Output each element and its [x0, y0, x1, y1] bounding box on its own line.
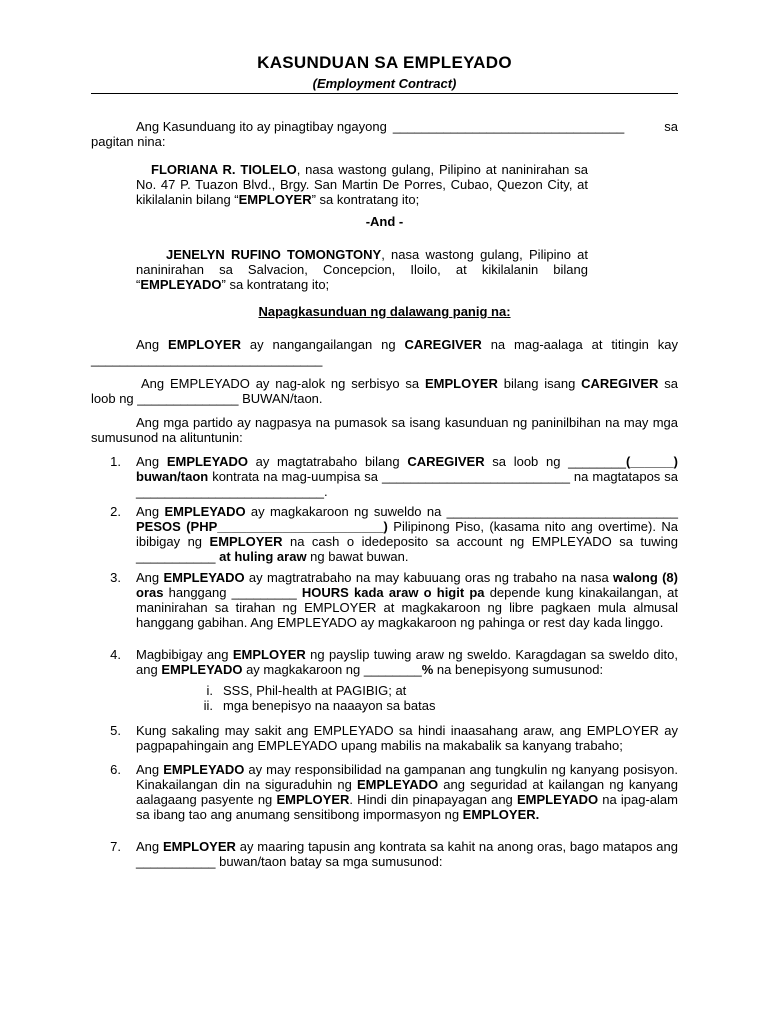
- employee-name: JENELYN RUFINO TOMONGTONY: [166, 247, 382, 262]
- patient-name-blank: ________________________________: [91, 352, 323, 367]
- intro-date-blank: ________________________________: [392, 119, 625, 134]
- intro-paragraph: [91, 119, 678, 149]
- employee-role: EMPLEYADO: [140, 277, 222, 292]
- employer-role: EMPLOYER: [238, 192, 312, 207]
- title-divider: [91, 93, 678, 94]
- intro-text-sa: sa: [664, 119, 678, 134]
- document-subtitle: (Employment Contract): [312, 76, 457, 91]
- employer-name: FLORIANA R. TIOLELO: [151, 162, 297, 177]
- parties-paragraph: Ang mga partido ay nagpasya na pumasok sa isang kasunduan ng paninilbihan na may mga sumusunod na alituntunin:: [91, 415, 678, 445]
- caregiver-need-paragraph: Ang EMPLOYER ay nangangailangan ng CAREGIVER na mag-aalaga at titingin kay ________________________________: [91, 337, 679, 367]
- benefit-item: mga benepisyo na naaayon sa batas: [223, 698, 436, 713]
- intro-text-2: pagitan nina:: [91, 134, 166, 149]
- and-separator: -And -: [365, 214, 404, 229]
- employee-offer-paragraph: Ang EMPLEYADO ay nag-alok ng serbisyo sa EMPLOYER bilang isang CAREGIVER sa loob ng ______________ BUWAN/taon.: [91, 376, 678, 406]
- employee-party-paragraph: JENELYN RUFINO TOMONGTONY, nasa wastong gulang, Pilipino at naninirahan sa Salvacion, Concepcion, Iloilo, at kikilalanin bilang “EMPLEYADO” sa kontratang ito;: [136, 247, 588, 292]
- document-title: KASUNDUAN SA EMPLEYADO: [257, 53, 512, 72]
- intro-text: Ang Kasunduang ito ay pinagtibay ngayong: [136, 119, 387, 134]
- employer-party-paragraph: FLORIANA R. TIOLELO, nasa wastong gulang, Pilipino at naninirahan sa No. 47 P. Tuazon Blvd., Brgy. San Martin De Porres, Cubao, Quezon City, at kikilalanin bilang “EMPLOYER” sa kontratang ito;: [136, 162, 588, 207]
- agreement-heading: Napagkasunduan ng dalawang panig na:: [258, 304, 511, 319]
- benefit-item: SSS, Phil-health at PAGIBIG; at: [223, 683, 407, 698]
